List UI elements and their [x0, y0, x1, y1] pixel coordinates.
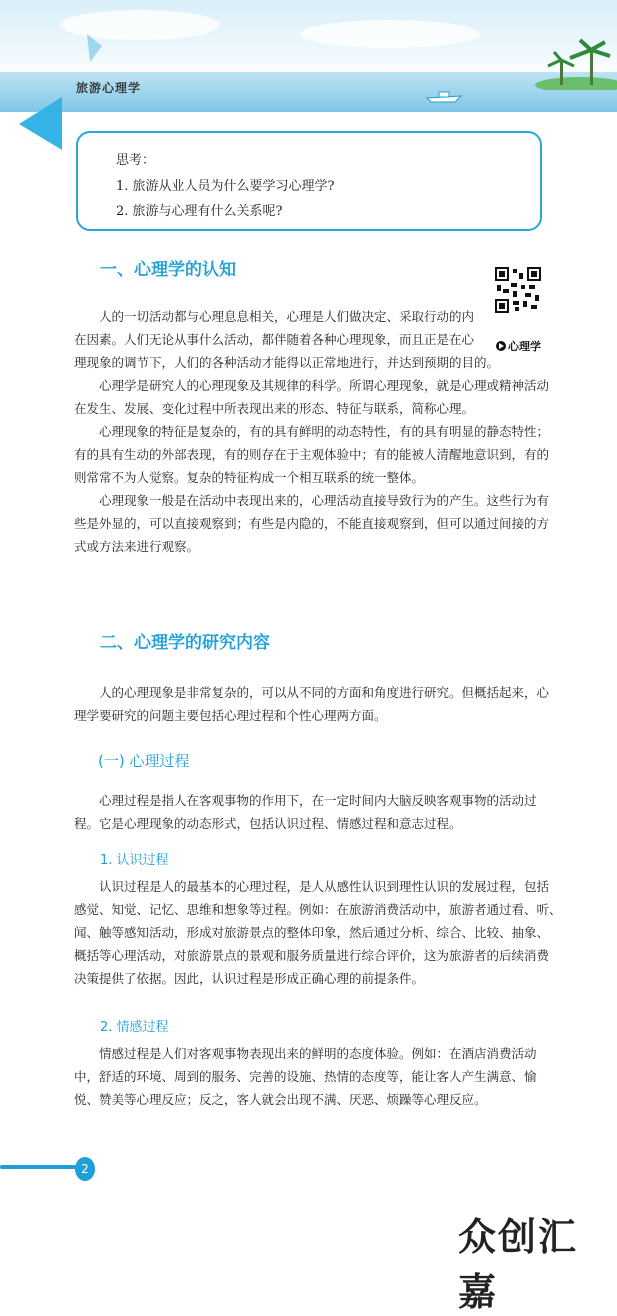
text-line: 在因素。人们无论从事什么活动，都伴随着各种心理现象，而且正是在心	[74, 332, 475, 347]
think-question: 2. 旅游与心理有什么关系呢?	[116, 204, 283, 219]
text-line: 则常常不为人觉察。复杂的特征构成一个相互联系的统一整体。	[74, 470, 425, 485]
think-question: 1. 旅游从业人员为什么要学习心理学?	[116, 179, 335, 194]
book-title: 旅游心理学	[76, 81, 142, 95]
text-line: 有的具有生动的外部表现，有的则存在于主观体验中；有的能被人清醒地意识到，有的	[74, 447, 550, 462]
text-line: 些是外显的，可以直接观察到；有些是内隐的，不能直接观察到，但可以通过间接的方	[74, 516, 550, 531]
text-line: 悦、赞美等心理反应；反之，客人就会出现不满、厌恶、烦躁等心理反应。	[74, 1092, 487, 1107]
think-box	[76, 131, 542, 231]
triangle-decoration	[84, 32, 106, 66]
island-palm-icon	[530, 30, 617, 90]
text-line: 感觉、知觉、记忆、思维和想象等过程。例如：在旅游消费活动中，旅游者通过看、听、	[74, 902, 562, 917]
text-line: 闻、触等感知活动，形成对旅游景点的整体印象，然后通过分析、综合、比较、抽象、	[74, 925, 550, 940]
text-line: 人的心理现象是非常复杂的，可以从不同的方面和角度进行研究。但概括起来，心	[99, 685, 550, 700]
text-line: 情感过程是人们对客观事物表现出来的鲜明的态度体验。例如：在酒店消费活动	[99, 1046, 537, 1061]
text-line: 决策提供了依据。因此，认识过程是形成正确心理的前提条件。	[74, 971, 425, 986]
text-line: 心理现象的特征是复杂的，有的具有鲜明的动态特性，有的具有明显的静态特性；	[99, 424, 550, 439]
section-heading: 一、心理学的认知	[100, 260, 236, 280]
text-line: 心理学是研究人的心理现象及其规律的科学。所谓心理现象，就是心理或精神活动	[99, 378, 550, 393]
page-number: 2	[75, 1157, 95, 1181]
think-box-title: 思考：	[116, 153, 156, 168]
item-heading: 1. 认识过程	[100, 853, 169, 868]
paragraph	[74, 789, 537, 835]
qr-label-text: 心理学	[508, 340, 541, 353]
item-heading: 2. 情感过程	[100, 1020, 169, 1035]
footer-rule	[0, 1165, 80, 1169]
paragraph	[74, 305, 549, 558]
text-line: 人的一切活动都与心理息息相关，心理是人们做决定、采取行动的内	[99, 309, 475, 324]
text-line: 心理现象一般是在活动中表现出来的，心理活动直接导致行为的产生。这些行为有	[99, 493, 550, 508]
text-line: 理现象的调节下，人们的各种活动才能得以正常地进行，并达到预期的目的。	[74, 355, 500, 370]
text-line: 在发生、发展、变化过程中所表现出来的形态、特征与联系，简称心理。	[74, 401, 475, 416]
paragraph	[74, 875, 562, 990]
text-line: 认识过程是人的最基本的心理过程，是人从感性认识到理性认识的发展过程，包括	[99, 879, 550, 894]
speedboat-icon	[425, 88, 465, 104]
text-line: 程。它是心理现象的动态形式，包括认识过程、情感过程和意志过程。	[74, 816, 462, 831]
text-line: 式或方法来进行观察。	[74, 539, 200, 554]
text-line: 中，舒适的环境、周到的服务、完善的设施、热情的态度等，能让客人产生满意、愉	[74, 1069, 537, 1084]
text-line: 概括等心理活动，对旅游景点的景观和服务质量进行综合评价，这为旅游者的后续消费	[74, 948, 550, 963]
cloud-decoration	[300, 20, 480, 48]
paragraph	[74, 1042, 537, 1111]
text-line: 理学要研究的问题主要包括心理过程和个性心理两方面。	[74, 708, 387, 723]
section-heading: 二、心理学的研究内容	[100, 633, 270, 653]
text-line: 心理过程是指人在客观事物的作用下，在一定时间内大脑反映客观事物的活动过	[99, 793, 537, 808]
paragraph	[74, 681, 549, 727]
subsection-heading: (一) 心理过程	[98, 752, 190, 770]
triangle-decoration	[14, 92, 84, 152]
watermark: 众创汇嘉	[458, 1215, 579, 1314]
